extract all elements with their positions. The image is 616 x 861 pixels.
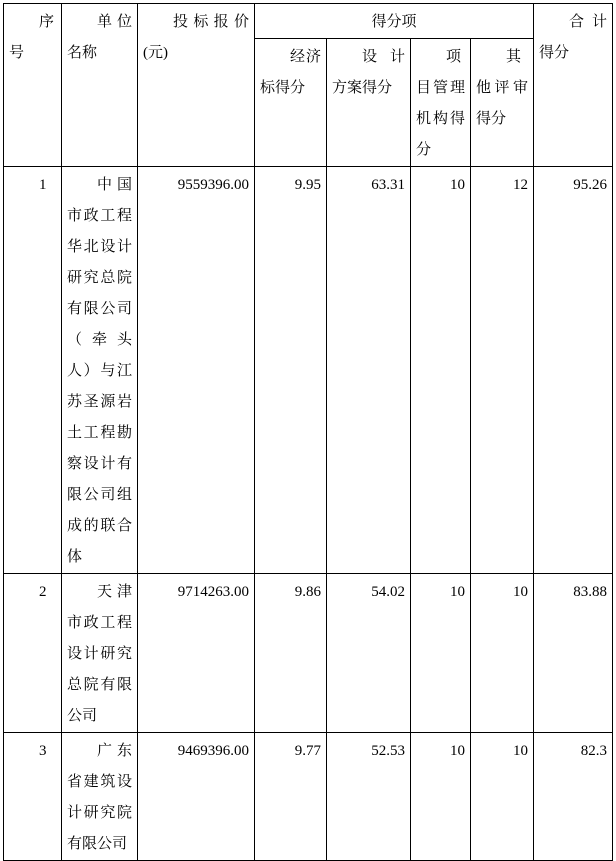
cell-unit-name: 广东省建筑设计研究院有限公司 — [62, 733, 138, 861]
header-bid-price: 投标报价(元) — [138, 4, 255, 167]
cell-management-score: 10 — [411, 167, 471, 574]
header-total-score: 合计得分 — [534, 4, 613, 167]
cell-design-score: 52.53 — [327, 733, 411, 861]
header-other-review-score: 其他评审得分 — [471, 39, 534, 167]
header-serial-number: 序号 — [4, 4, 62, 167]
cell-total-score: 83.88 — [534, 574, 613, 733]
cell-economic-score: 9.95 — [255, 167, 327, 574]
header-management-score: 项目管理机构得分 — [411, 39, 471, 167]
header-row-group — [4, 4, 613, 39]
cell-serial: 2 — [4, 574, 62, 733]
cell-economic-score: 9.77 — [255, 733, 327, 861]
cell-total-score: 82.3 — [534, 733, 613, 861]
header-score-items-group: 得分项 — [255, 4, 534, 39]
table-row — [4, 733, 613, 861]
cell-serial: 1 — [4, 167, 62, 574]
bid-evaluation-table — [3, 3, 613, 861]
cell-management-score: 10 — [411, 574, 471, 733]
cell-other-review-score: 10 — [471, 574, 534, 733]
cell-design-score: 54.02 — [327, 574, 411, 733]
cell-total-score: 95.26 — [534, 167, 613, 574]
cell-economic-score: 9.86 — [255, 574, 327, 733]
cell-bid-price: 9714263.00 — [138, 574, 255, 733]
cell-bid-price: 9559396.00 — [138, 167, 255, 574]
cell-other-review-score: 12 — [471, 167, 534, 574]
cell-management-score: 10 — [411, 733, 471, 861]
cell-serial: 3 — [4, 733, 62, 861]
cell-unit-name: 中国市政工程华北设计研究总院有限公司（牵头人）与江苏圣源岩土工程勘察设计有限公司组成的联合体 — [62, 167, 138, 574]
header-unit-name: 单位名称 — [62, 4, 138, 167]
cell-bid-price: 9469396.00 — [138, 733, 255, 861]
cell-other-review-score: 10 — [471, 733, 534, 861]
header-economic-score: 经济标得分 — [255, 39, 327, 167]
cell-design-score: 63.31 — [327, 167, 411, 574]
table-row — [4, 167, 613, 574]
table-row — [4, 574, 613, 733]
header-design-score: 设计方案得分 — [327, 39, 411, 167]
cell-unit-name: 天津市政工程设计研究总院有限公司 — [62, 574, 138, 733]
